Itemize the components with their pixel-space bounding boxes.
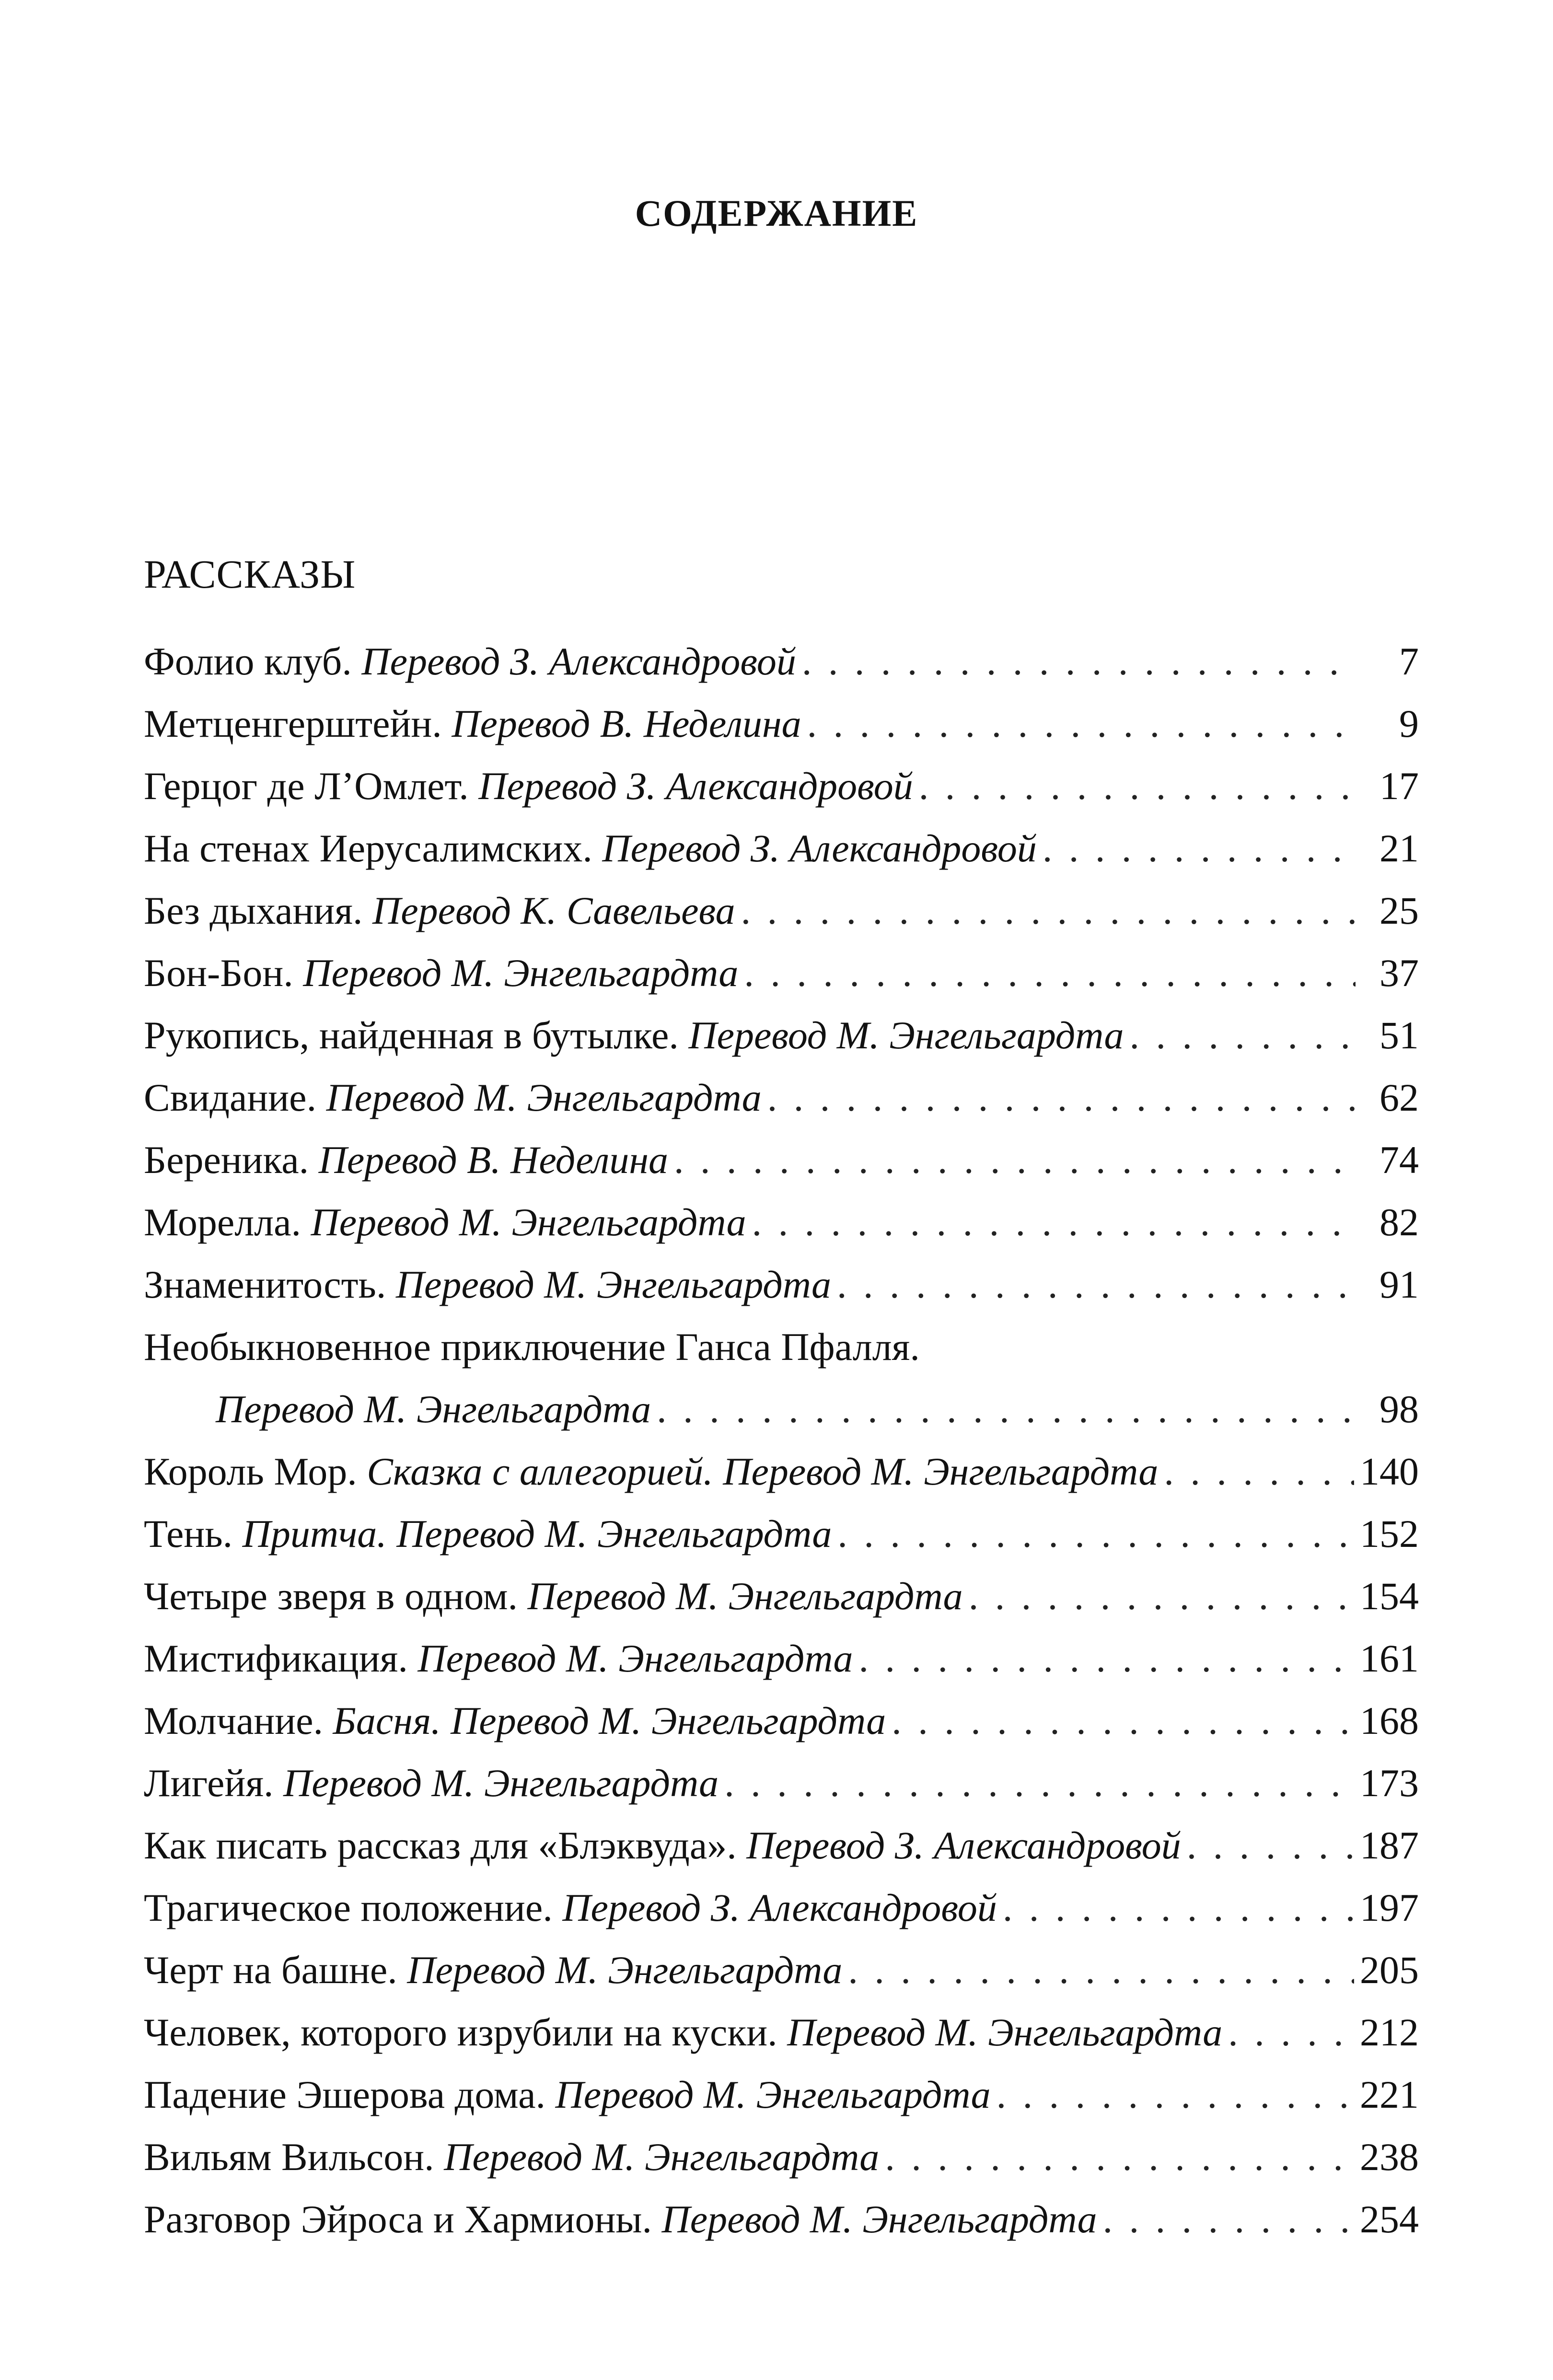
entry-title: Знаменитость. — [144, 1263, 386, 1306]
entry-page-number: 37 — [1379, 951, 1419, 995]
entry-translator: Перевод З. Александровой — [746, 1823, 1181, 1867]
toc-entry — [144, 1191, 1419, 1254]
entry-page-number: 74 — [1379, 1138, 1419, 1182]
leader-dots — [848, 1939, 1354, 2001]
toc-entry — [144, 880, 1419, 942]
entry-page-number: 221 — [1360, 2073, 1419, 2116]
table-of-contents — [144, 630, 1419, 2251]
entry-title: Необыкновенное приключение Ганса Пфалля. — [144, 1325, 920, 1369]
leader-dots — [919, 755, 1356, 817]
entry-title: Фолио клуб. — [144, 639, 352, 683]
entry-title: Мистификация. — [144, 1637, 408, 1680]
entry-page-number: 173 — [1360, 1761, 1419, 1805]
entry-translator: Перевод М. Энгельгардта — [527, 1574, 963, 1618]
entry-title: Черт на башне. — [144, 1948, 397, 1992]
entry-translator: Перевод М. Энгельгардта — [311, 1200, 746, 1244]
toc-entry — [144, 693, 1419, 755]
entry-page-number: 154 — [1360, 1574, 1419, 1618]
entry-title: Король Мор. — [144, 1450, 357, 1493]
entry-translator: Перевод М. Энгельгардта — [216, 1387, 651, 1431]
toc-entry — [144, 1129, 1419, 1191]
entry-title: Свидание. — [144, 1076, 317, 1119]
entry-title: Четыре зверя в одном. — [144, 1574, 518, 1618]
section-heading: РАССКАЗЫ — [144, 552, 356, 597]
entry-title: Разговор Эйроса и Хармионы. — [144, 2197, 652, 2241]
entry-page-number: 21 — [1379, 826, 1419, 870]
toc-entry — [144, 755, 1419, 817]
entry-page-number: 254 — [1360, 2197, 1419, 2241]
entry-translator: Притча. Перевод М. Энгельгардта — [242, 1512, 832, 1556]
entry-title: Береника. — [144, 1138, 309, 1182]
entry-page-number: 25 — [1379, 889, 1419, 932]
entry-translator: Перевод З. Александровой — [562, 1886, 997, 1929]
entry-page-number: 98 — [1379, 1387, 1419, 1431]
entry-page-number: 168 — [1360, 1699, 1419, 1742]
entry-page-number: 205 — [1360, 1948, 1419, 1992]
entry-page-number: 212 — [1360, 2010, 1419, 2054]
leader-dots — [744, 942, 1356, 1004]
entry-title: Морелла. — [144, 1200, 301, 1244]
entry-page-number: 140 — [1360, 1450, 1419, 1493]
entry-title: Падение Эшерова дома. — [144, 2073, 545, 2116]
toc-entry — [144, 1067, 1419, 1129]
toc-entry — [144, 2126, 1419, 2188]
entry-translator: Перевод М. Энгельгардта — [326, 1076, 762, 1119]
toc-entry — [144, 817, 1419, 880]
leader-dots — [741, 880, 1356, 942]
toc-entry — [144, 2188, 1419, 2251]
entry-title: Бон-Бон. — [144, 951, 293, 995]
leader-dots — [1103, 2188, 1354, 2251]
leader-dots — [752, 1191, 1356, 1254]
toc-entry — [144, 1503, 1419, 1565]
entry-translator: Перевод В. Неделина — [318, 1138, 668, 1182]
toc-entry — [144, 1004, 1419, 1067]
entry-title: Как писать рассказ для «Блэквуда». — [144, 1823, 737, 1867]
entry-translator: Перевод К. Савельева — [372, 889, 735, 932]
toc-entry — [144, 1627, 1419, 1690]
leader-dots — [1003, 1877, 1354, 1939]
leader-dots — [1164, 1440, 1354, 1503]
entry-title: Тень. — [144, 1512, 233, 1556]
leader-dots — [837, 1254, 1356, 1316]
entry-translator: Перевод М. Энгельгардта — [661, 2197, 1097, 2241]
leader-dots — [1228, 2001, 1354, 2064]
entry-page-number: 152 — [1360, 1512, 1419, 1556]
leader-dots — [892, 1690, 1354, 1752]
leader-dots — [724, 1752, 1354, 1814]
toc-entry — [144, 2064, 1419, 2126]
entry-page-number: 7 — [1399, 639, 1419, 683]
leader-dots — [807, 693, 1356, 755]
entry-page-number: 9 — [1399, 702, 1419, 745]
leader-dots — [657, 1378, 1356, 1440]
leader-dots — [969, 1565, 1354, 1627]
leader-dots — [1043, 817, 1356, 880]
toc-entry — [144, 2001, 1419, 2064]
entry-translator: Перевод М. Энгельгардта — [444, 2135, 880, 2179]
entry-translator: Перевод М. Энгельгардта — [407, 1948, 843, 1992]
entry-translator: Перевод М. Энгельгардта — [395, 1263, 831, 1306]
entry-page-number: 62 — [1379, 1076, 1419, 1119]
entry-title: На стенах Иерусалимских. — [144, 826, 592, 870]
toc-entry — [144, 1814, 1419, 1877]
entry-page-number: 187 — [1360, 1823, 1419, 1867]
entry-translator: Перевод М. Энгельгардта — [303, 951, 739, 995]
leader-dots — [997, 2064, 1354, 2126]
entry-title: Рукопись, найденная в бутылке. — [144, 1013, 679, 1057]
entry-page-number: 161 — [1360, 1637, 1419, 1680]
entry-translator: Перевод М. Энгельгардта — [688, 1013, 1124, 1057]
entry-page-number: 51 — [1379, 1013, 1419, 1057]
entry-title: Человек, которого изрубили на куски. — [144, 2010, 777, 2054]
toc-entry — [144, 1690, 1419, 1752]
entry-translator: Перевод М. Энгельгардта — [787, 2010, 1223, 2054]
entry-title: Вильям Вильсон. — [144, 2135, 434, 2179]
entry-translator: Перевод М. Энгельгардта — [283, 1761, 719, 1805]
page-title: СОДЕРЖАНИЕ — [635, 192, 918, 234]
entry-translator: Сказка с аллегорией. Перевод М. Энгельгардта — [367, 1450, 1159, 1493]
entry-title: Лигейя. — [144, 1761, 274, 1805]
toc-entry — [144, 1939, 1419, 2001]
toc-entry — [144, 630, 1419, 693]
leader-dots — [674, 1129, 1356, 1191]
entry-translator: Перевод В. Неделина — [452, 702, 801, 745]
leader-dots — [885, 2126, 1354, 2188]
toc-entry — [144, 1440, 1419, 1503]
entry-title: Молчание. — [144, 1699, 324, 1742]
entry-title: Трагическое положение. — [144, 1886, 553, 1929]
entry-translator: Басня. Перевод М. Энгельгардта — [333, 1699, 886, 1742]
entry-page-number: 17 — [1379, 764, 1419, 808]
toc-entry — [144, 1877, 1419, 1939]
toc-entry — [144, 1316, 1419, 1440]
leader-dots — [1130, 1004, 1356, 1067]
entry-translator: Перевод З. Александровой — [602, 826, 1037, 870]
entry-page-number: 238 — [1360, 2135, 1419, 2179]
entry-title: Метценгерштейн. — [144, 702, 442, 745]
entry-title: Герцог де Л’Омлет. — [144, 764, 469, 808]
toc-entry — [144, 1752, 1419, 1814]
entry-translator: Перевод З. Александровой — [478, 764, 913, 808]
leader-dots — [767, 1067, 1356, 1129]
leader-dots — [859, 1627, 1354, 1690]
entry-translator: Перевод М. Энгельгардта — [555, 2073, 991, 2116]
entry-page-number: 197 — [1360, 1886, 1419, 1929]
toc-entry — [144, 942, 1419, 1004]
toc-entry — [144, 1565, 1419, 1627]
toc-entry — [144, 1254, 1419, 1316]
leader-dots — [802, 630, 1356, 693]
leader-dots — [1187, 1814, 1354, 1877]
entry-title: Без дыхания. — [144, 889, 363, 932]
entry-page-number: 82 — [1379, 1200, 1419, 1244]
entry-translator: Перевод М. Энгельгардта — [417, 1637, 853, 1680]
leader-dots — [837, 1503, 1354, 1565]
entry-page-number: 91 — [1379, 1263, 1419, 1306]
entry-translator: Перевод З. Александровой — [361, 639, 796, 683]
